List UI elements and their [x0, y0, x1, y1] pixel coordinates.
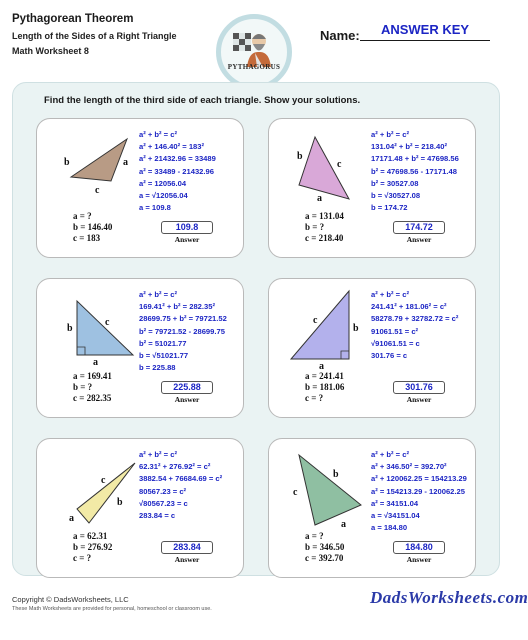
name-underline	[360, 40, 490, 41]
side-label-a: a	[317, 193, 322, 204]
solution-step: b = 174.72	[371, 203, 408, 213]
solution-step: a = √12056.04	[139, 191, 188, 201]
given-c: c = 392.70	[305, 553, 344, 563]
solution-step: b² = 47698.56 - 17171.48	[371, 166, 457, 176]
solution-steps	[371, 289, 458, 362]
solution-step: a² + 146.40² = 183²	[139, 142, 205, 152]
solution-step: a² + 120062.25 = 154213.29	[371, 474, 467, 484]
side-label-b: b	[117, 497, 123, 508]
side-label-c: c	[293, 487, 298, 498]
given-a: a = 241.41	[305, 371, 344, 381]
given-c: c = 218.40	[305, 233, 344, 243]
name-label: Name:	[320, 28, 360, 43]
given-a: a = 169.41	[73, 371, 112, 381]
given-values	[73, 211, 112, 244]
given-b: b = 146.40	[73, 222, 113, 232]
solution-step: a² + b² = c²	[371, 130, 409, 139]
given-c: c = ?	[305, 393, 324, 403]
given-values	[73, 371, 112, 404]
solution-step: a = 109.8	[139, 203, 171, 213]
solution-steps	[139, 449, 222, 522]
given-b: b = ?	[305, 222, 325, 232]
solution-step: 80567.23 = c²	[139, 486, 187, 496]
solution-steps	[371, 449, 467, 534]
solution-step: a² + b² = c²	[371, 450, 409, 459]
solution-step: b² = 30527.08	[371, 178, 419, 188]
answer-box: 225.88	[161, 381, 213, 394]
solution-step: b = 225.88	[139, 363, 176, 373]
triangle-shape	[299, 137, 349, 199]
problem-card-6	[268, 438, 476, 578]
name-field-value: ANSWER KEY	[380, 22, 470, 37]
answer-label: Answer	[406, 235, 432, 244]
solution-step: 3882.54 + 76684.69 = c²	[139, 474, 223, 484]
worksheet-subtitle: Length of the Sides of a Right Triangle	[12, 31, 177, 41]
solution-step: a = √34151.04	[371, 511, 420, 521]
solution-step: b = √30527.08	[371, 191, 421, 201]
answer-label: Answer	[174, 395, 200, 404]
solution-step: a² = 33489 - 21432.96	[139, 166, 214, 176]
given-c: c = ?	[73, 553, 92, 563]
triangle-shape	[291, 291, 349, 359]
side-label-b: b	[67, 323, 73, 334]
side-label-a: a	[123, 157, 128, 168]
given-a: a = ?	[305, 531, 324, 541]
problem-card-5	[36, 438, 244, 578]
answer-label: Answer	[406, 555, 432, 564]
problem-card-2	[268, 118, 476, 258]
solution-step: a² + 346.50² = 392.70²	[371, 462, 447, 472]
solution-step: 131.04² + b² = 218.40²	[371, 142, 447, 152]
given-c: c = 282.35	[73, 393, 112, 403]
given-values	[305, 531, 344, 564]
given-b: b = ?	[73, 382, 93, 392]
problem-card-1	[36, 118, 244, 258]
problem-card-4	[268, 278, 476, 418]
triangle-shape	[77, 463, 135, 523]
answer-box: 184.80	[393, 541, 445, 554]
solution-step: a² + b² = c²	[371, 290, 409, 299]
given-values	[305, 211, 344, 244]
solution-step: 28699.75 + b² = 79721.52	[139, 314, 227, 324]
side-label-b: b	[64, 157, 70, 168]
side-label-a: a	[319, 361, 324, 372]
solution-step: 91061.51 = c²	[371, 326, 419, 336]
solution-step: 301.76 = c	[371, 351, 408, 361]
usage-note: These Math Worksheets are provided for personal, homeschool or classroom use.	[12, 606, 212, 612]
side-label-a: a	[69, 513, 74, 524]
brand-logo: DadsWorksheets.com	[370, 588, 528, 607]
logo-text: PYTHAGORUS	[227, 63, 281, 71]
triangle-shape	[71, 139, 127, 181]
solution-steps	[371, 129, 459, 214]
solution-step: b = √51021.77	[139, 351, 189, 361]
solution-steps	[139, 289, 227, 374]
copyright-text: Copyright © DadsWorksheets, LLC	[12, 595, 129, 604]
side-label-c: c	[313, 315, 318, 326]
solution-step: b² = 51021.77	[139, 338, 187, 348]
side-label-b: b	[333, 469, 339, 480]
solution-step: 283.84 = c	[139, 511, 176, 521]
solution-step: 62.31² + 276.92² = c²	[139, 462, 211, 472]
solution-step: 58278.79 + 32782.72 = c²	[371, 314, 459, 324]
solution-step: 241.41² + 181.06² = c²	[371, 302, 447, 312]
triangle-shape	[299, 455, 361, 525]
answer-label: Answer	[406, 395, 432, 404]
answer-box: 283.84	[161, 541, 213, 554]
answer-label: Answer	[174, 555, 200, 564]
side-label-c: c	[337, 159, 342, 170]
given-b: b = 346.50	[305, 542, 345, 552]
solution-step: a = 184.80	[371, 523, 408, 533]
given-b: b = 276.92	[73, 542, 113, 552]
given-a: a = 62.31	[73, 531, 108, 541]
side-label-c: c	[101, 475, 106, 486]
solution-step: √91061.51 = c	[371, 338, 420, 348]
solution-step: a² + b² = c²	[139, 290, 177, 299]
solution-step: √80567.23 = c	[139, 498, 188, 508]
solution-steps	[139, 129, 216, 214]
answer-box: 301.76	[393, 381, 445, 394]
given-a: a = ?	[73, 211, 92, 221]
side-label-a: a	[341, 519, 346, 530]
solution-step: a² = 34151.04	[371, 498, 419, 508]
solution-step: a² + 21432.96 = 33489	[139, 154, 216, 164]
answer-label: Answer	[174, 235, 200, 244]
instructions: Find the length of the third side of each triangle. Show your solutions.	[44, 95, 361, 106]
solution-step: a² = 12056.04	[139, 178, 187, 188]
solution-step: a² + b² = c²	[139, 450, 177, 459]
side-label-c: c	[105, 317, 110, 328]
given-a: a = 131.04	[305, 211, 344, 221]
given-c: c = 183	[73, 233, 101, 243]
solution-step: 17171.48 + b² = 47698.56	[371, 154, 459, 164]
solution-step: b² = 79721.52 - 28699.75	[139, 326, 225, 336]
side-label-b: b	[297, 151, 303, 162]
problem-card-3	[36, 278, 244, 418]
solution-step: a² = 154213.29 - 120062.25	[371, 486, 465, 496]
pythagoras-logo	[216, 14, 292, 90]
solution-step: 169.41² + b² = 282.35²	[139, 302, 215, 312]
worksheet-title: Pythagorean Theorem	[12, 13, 134, 25]
given-values	[305, 371, 344, 404]
side-label-b: b	[353, 323, 359, 334]
given-b: b = 181.06	[305, 382, 345, 392]
answer-box: 174.72	[393, 221, 445, 234]
side-label-c: c	[95, 185, 100, 196]
side-label-a: a	[93, 357, 98, 368]
pythagoras-figure-icon	[221, 19, 287, 85]
solution-step: a² + b² = c²	[139, 130, 177, 139]
worksheet-number: Math Worksheet 8	[12, 46, 89, 56]
answer-box: 109.8	[161, 221, 213, 234]
given-values	[73, 531, 112, 564]
